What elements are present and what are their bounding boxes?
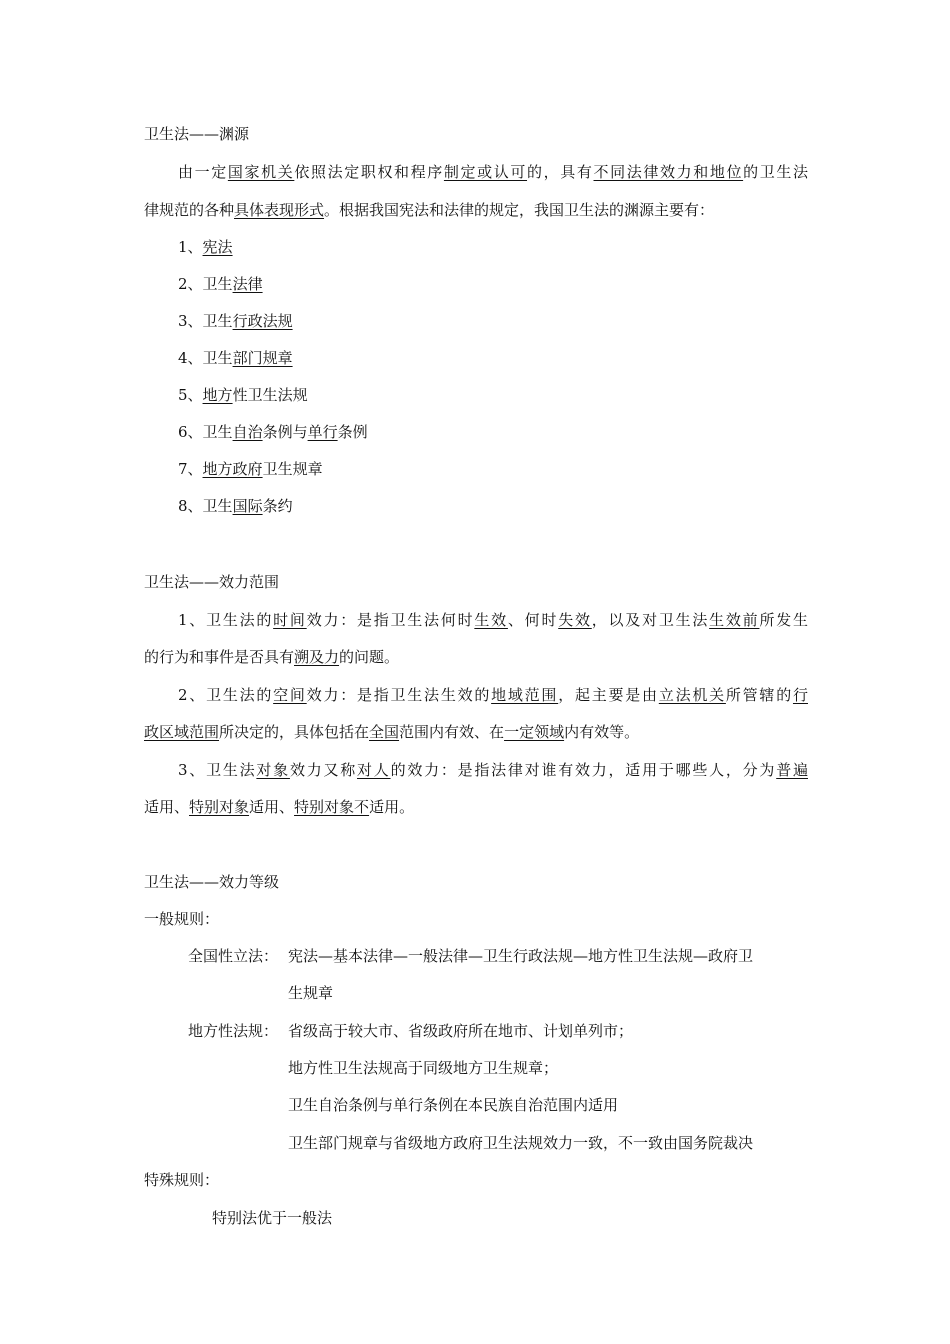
scope-p2-line2: 政区域范围所决定的，具体包括在全国范围内有效、在一定领域内有效等。 bbox=[144, 723, 640, 741]
section-title-hierarchy: 卫生法——效力等级 bbox=[144, 873, 280, 891]
local-rule-line: 地方性卫生法规高于同级地方卫生规章； bbox=[288, 1059, 559, 1077]
list-item: 2、卫生法律 bbox=[178, 275, 263, 293]
source-definition-line1: 由一定国家机关依照法定职权和程序制定或认可的，具有不同法律效力和地位的卫生法 bbox=[178, 163, 808, 181]
national-hierarchy-line1: 宪法—基本法律—一般法律—卫生行政法规—地方性卫生法规—政府卫 bbox=[288, 947, 754, 965]
scope-p3-line1: 3、卫生法对象效力又称对人的效力：是指法律对谁有效力，适用于哪些人，分为普遍 bbox=[178, 761, 808, 779]
scope-p1-line2: 的行为和事件是否具有溯及力的问题。 bbox=[144, 648, 400, 666]
list-item: 8、卫生国际条约 bbox=[178, 497, 293, 515]
list-item: 1、宪法 bbox=[178, 238, 233, 256]
section-title-scope: 卫生法——效力范围 bbox=[144, 573, 280, 591]
local-rule-line: 卫生部门规章与省级地方政府卫生法规效力一致，不一致由国务院裁决 bbox=[288, 1134, 754, 1152]
source-definition-line2: 律规范的各种具体表现形式。根据我国宪法和法律的规定，我国卫生法的渊源主要有： bbox=[144, 201, 715, 219]
special-rules-label: 特殊规则： bbox=[144, 1171, 220, 1189]
national-hierarchy-line2: 生规章 bbox=[288, 984, 334, 1002]
local-regulation-label: 地方性法规： bbox=[188, 1022, 279, 1040]
special-rule-line: 特别法优于一般法 bbox=[212, 1209, 333, 1227]
list-item: 3、卫生行政法规 bbox=[178, 312, 293, 330]
scope-p1-line1: 1、卫生法的时间效力：是指卫生法何时生效、何时失效，以及对卫生法生效前所发生 bbox=[178, 611, 808, 629]
list-item: 4、卫生部门规章 bbox=[178, 349, 293, 367]
list-item: 6、卫生自治条例与单行条例 bbox=[178, 423, 368, 441]
national-legislation-label: 全国性立法： bbox=[188, 947, 279, 965]
list-item: 5、地方性卫生法规 bbox=[178, 386, 308, 404]
local-rule-line: 省级高于较大市、省级政府所在地市、计划单列市； bbox=[288, 1022, 634, 1040]
section-title-source: 卫生法——渊源 bbox=[144, 125, 250, 143]
scope-p2-line1: 2、卫生法的空间效力：是指卫生法生效的地域范围，起主要是由立法机关所管辖的行 bbox=[178, 686, 808, 704]
list-item: 7、地方政府卫生规章 bbox=[178, 460, 323, 478]
local-rule-line: 卫生自治条例与单行条例在本民族自治范围内适用 bbox=[288, 1096, 619, 1114]
general-rules-label: 一般规则： bbox=[144, 910, 220, 928]
scope-p3-line2: 适用、特别对象适用、特别对象不适用。 bbox=[144, 798, 415, 816]
